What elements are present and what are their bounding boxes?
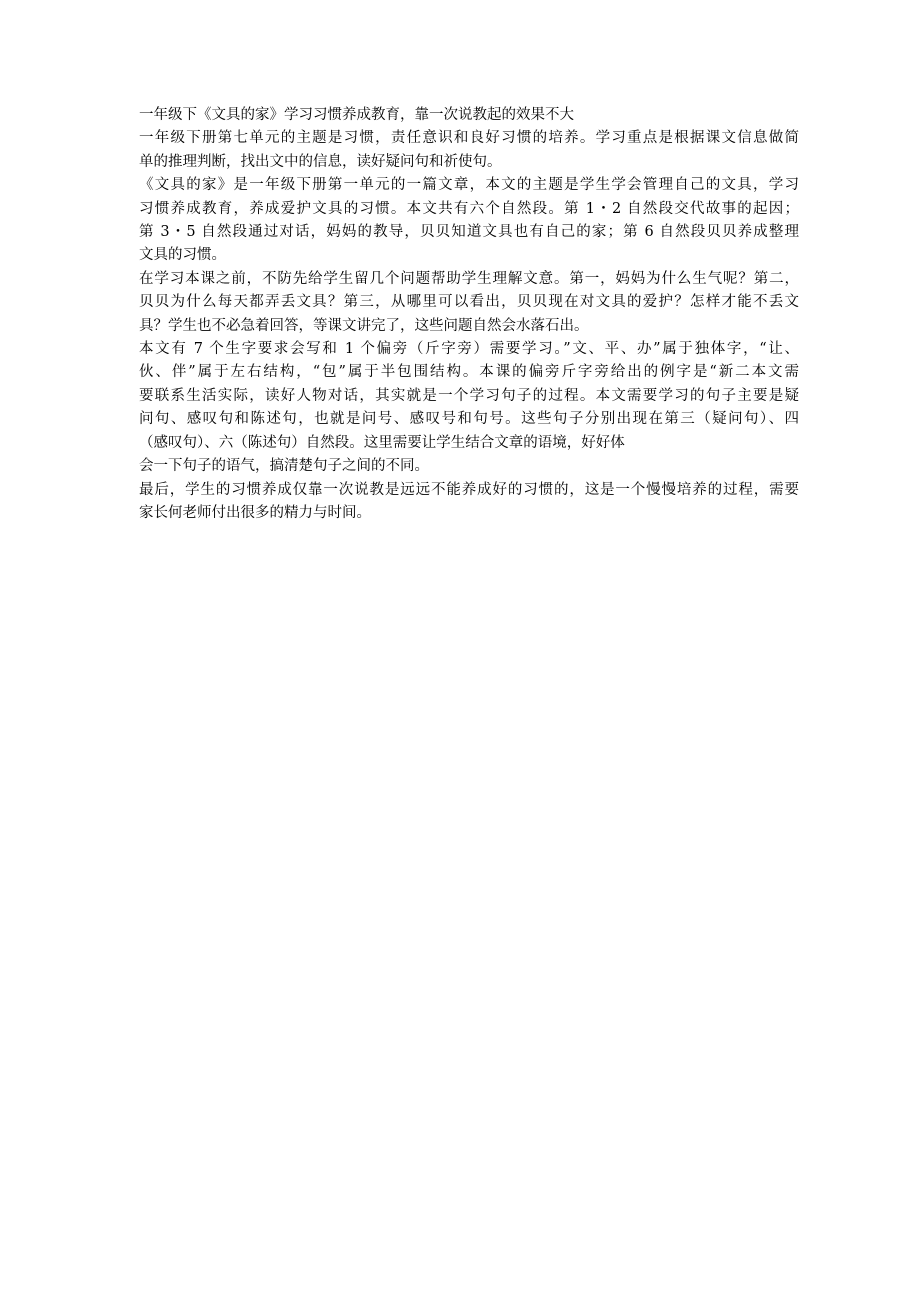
paragraph-line: 伙、伴”属于左右结构，“包”属于半包围结构。本课的偏旁斤字旁给出的例字是“新二本文需 (139, 364, 799, 381)
paragraph-line: 问句、感叹句和陈述句，也就是问号、感叹号和句号。这些句子分别出现在第三（疑问句）、四 (139, 411, 799, 428)
document-body (139, 104, 799, 525)
paragraph-line: 本文有 7 个生字要求会写和 1 个偏旁（斤字旁）需要学习。”文、平、办”属于独体字，“让、 (139, 341, 799, 358)
paragraph-3 (139, 268, 799, 338)
title-line: 一年级下《文具的家》学习习惯养成教育，靠一次说教起的效果不大 (139, 107, 574, 123)
paragraph-line: 具？学生也不必急着回答，等课文讲完了，这些问题自然会水落石出。 (139, 317, 589, 334)
paragraph-line: 贝贝为什么每天都弄丢文具？第三，从哪里可以看出，贝贝现在对文具的爱护？怎样才能不丢文 (139, 294, 799, 311)
paragraph-line: 单的推理判断，找出文中的信息，读好疑问句和祈使句。 (139, 153, 502, 170)
paragraph-line: 会一下句子的语气，搞清楚句子之间的不同。 (139, 458, 429, 475)
document-title (139, 104, 799, 127)
paragraph-2 (139, 174, 799, 268)
paragraph-line: （感叹句）、六（陈述句）自然段。这里需要让学生结合文章的语境，好好体 (139, 434, 625, 451)
paragraph-line: 《文具的家》是一年级下册第一单元的一篇文章，本文的主题是学生学会管理自己的文具，学习 (139, 177, 799, 194)
paragraph-5 (139, 479, 799, 526)
paragraph-line: 第 3・5 自然段通过对话，妈妈的教导，贝贝知道文具也有自己的家；第 6 自然段贝贝养成整理 (139, 224, 799, 241)
paragraph-4 (139, 338, 799, 478)
paragraph-line: 要联系生活实际，读好人物对话，其实就是一个学习句子的过程。本文需要学习的句子主要是疑 (139, 387, 799, 404)
paragraph-line: 一年级下册第七单元的主题是习惯，责任意识和良好习惯的培养。学习重点是根据课文信息做简 (139, 130, 799, 147)
paragraph-line: 习惯养成教育，养成爱护文具的习惯。本文共有六个自然段。第 1・2 自然段交代故事的起因； (139, 200, 799, 217)
paragraph-line: 最后，学生的习惯养成仅靠一次说教是远远不能养成好的习惯的，这是一个慢慢培养的过程，需要 (139, 481, 799, 498)
paragraph-line: 文具的习惯。 (139, 247, 226, 264)
paragraph-line: 在学习本课之前，不防先给学生留几个问题帮助学生理解文意。第一，妈妈为什么生气呢？第二， (139, 270, 799, 287)
paragraph-line: 家长何老师付出很多的精力与时间。 (139, 504, 371, 521)
paragraph-1 (139, 127, 799, 174)
